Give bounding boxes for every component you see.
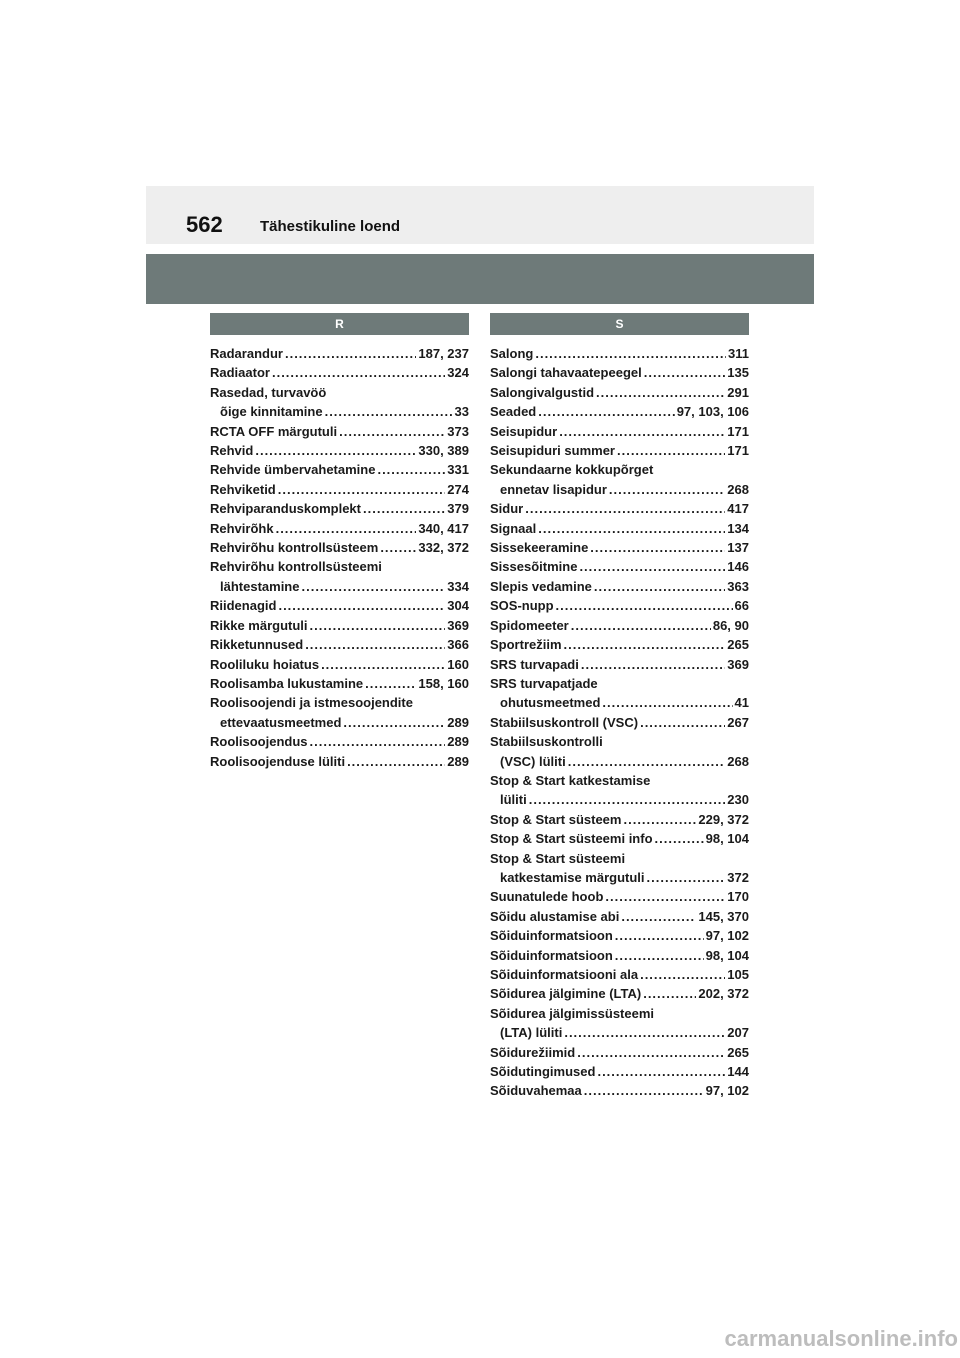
entry-line (490, 383, 749, 402)
entry-pages: 158, 160 (418, 675, 469, 691)
page-number: 562 (186, 212, 223, 237)
entry-term: Stop & Start süsteemi info (490, 831, 653, 847)
entry-pages: 289 (447, 714, 469, 730)
entry-pages: 334 (447, 578, 469, 594)
dot-leader (272, 363, 445, 382)
dot-leader (556, 596, 733, 615)
entry-line (210, 363, 469, 382)
dot-leader (577, 1043, 725, 1062)
index-entry (210, 460, 469, 479)
dot-leader (602, 693, 732, 712)
entry-term: Signaal (490, 520, 537, 536)
entry-line (490, 1023, 749, 1042)
entry-line (490, 557, 749, 576)
entry-pages: 265 (727, 1044, 749, 1060)
entry-term: Stop & Start süsteem (490, 811, 622, 827)
entry-pages: 331 (447, 462, 469, 478)
entry-pages: 340, 417 (418, 520, 469, 536)
entry-line (490, 1081, 749, 1100)
entry-term: katkestamise märgutuli (500, 869, 645, 885)
entry-line (210, 693, 469, 712)
entry-pages: 311 (728, 346, 749, 361)
index-entry (490, 732, 749, 771)
index-entry (490, 363, 749, 382)
index-entry (210, 616, 469, 635)
entry-line (490, 713, 749, 732)
entry-line (490, 849, 749, 868)
entry-pages: 369 (727, 656, 749, 672)
entry-pages: 187, 237 (418, 346, 469, 361)
entry-line (210, 441, 469, 460)
entry-line (490, 693, 749, 712)
index-entry (490, 422, 749, 441)
entry-pages: 291 (727, 384, 749, 400)
index-entry (210, 693, 469, 732)
entry-line (210, 577, 469, 596)
entry-term: ennetav lisapidur (500, 481, 607, 497)
index-entry (490, 538, 749, 557)
entry-term: lüliti (500, 792, 527, 808)
entry-pages: 170 (727, 889, 749, 905)
dot-leader (339, 422, 445, 441)
entry-pages: 97, 102 (705, 1083, 749, 1099)
entry-line (490, 538, 749, 557)
entry-term: õige kinnitamine (220, 404, 323, 420)
entry-list (210, 344, 469, 771)
entry-term: Riidenagid (210, 598, 277, 614)
dot-leader (301, 577, 445, 596)
entry-line (490, 635, 749, 654)
dot-leader (643, 984, 696, 1003)
dot-leader (581, 655, 725, 674)
dot-leader (640, 713, 725, 732)
dot-leader (285, 344, 416, 363)
entry-line (490, 1062, 749, 1081)
entry-term: Roolisoojenduse lüliti (210, 753, 346, 769)
entry-term: Sportrežiim (490, 637, 562, 653)
entry-term: Rehvirõhu kontrollsüsteemi (210, 559, 382, 575)
index-entry (490, 1043, 749, 1062)
dot-leader (310, 732, 446, 751)
index-entry (490, 577, 749, 596)
entry-line (210, 596, 469, 615)
index-entry (210, 441, 469, 460)
entry-term: Spidomeeter (490, 617, 569, 633)
dot-leader (564, 1023, 725, 1042)
index-entry (210, 674, 469, 693)
entry-pages: 366 (447, 637, 469, 653)
dot-leader (559, 422, 725, 441)
entry-line (210, 557, 469, 576)
entry-term: Sõidu alustamise abi (490, 908, 620, 924)
entry-line (490, 616, 749, 635)
dot-leader (321, 655, 445, 674)
dot-leader (564, 635, 726, 654)
entry-pages: 330, 389 (418, 443, 469, 459)
entry-pages: 98, 104 (705, 831, 749, 847)
index-entry (210, 655, 469, 674)
entry-line (210, 616, 469, 635)
entry-pages: 98, 104 (705, 947, 749, 963)
entry-pages: 137 (727, 540, 749, 556)
dot-leader (605, 887, 725, 906)
entry-term: Stop & Start süsteemi (490, 850, 626, 866)
index-entry (490, 984, 749, 1003)
entry-term: Roolisoojendi ja istmesoojendite (210, 695, 413, 711)
entry-line (490, 363, 749, 382)
entry-term: Roolisoojendus (210, 734, 308, 750)
entry-pages: 363 (727, 578, 749, 594)
entry-term: Rehvide ümbervahetamine (210, 462, 376, 478)
watermark: carmanualsonline.info (724, 1326, 958, 1351)
index-entry (210, 732, 469, 751)
dot-leader (623, 810, 696, 829)
entry-pages: 369 (447, 617, 469, 633)
entry-line (490, 519, 749, 538)
entry-line (210, 635, 469, 654)
dot-leader (538, 402, 674, 421)
dot-leader (609, 480, 725, 499)
index-entry (490, 1081, 749, 1100)
entry-line (490, 771, 749, 790)
index-entry (490, 946, 749, 965)
entry-line (210, 480, 469, 499)
entry-pages: 171 (727, 443, 749, 459)
index-entry (490, 655, 749, 674)
entry-term: Sõidutingimused (490, 1064, 596, 1080)
entry-term: Sõidurea jälgimissüsteemi (490, 1005, 655, 1021)
entry-term: Sekundaarne kokkupõrget (490, 462, 654, 478)
entry-pages: 144 (727, 1064, 749, 1080)
entry-term: Radiaator (210, 365, 270, 381)
entry-term: (VSC) lüliti (500, 753, 566, 769)
entry-line (490, 499, 749, 518)
entry-line (490, 460, 749, 479)
index-entry (490, 344, 749, 363)
dot-leader (617, 441, 725, 460)
entry-pages: 332, 372 (418, 540, 469, 556)
entry-pages: 202, 372 (698, 986, 749, 1002)
entry-line (490, 402, 749, 421)
entry-line (490, 810, 749, 829)
letter-heading: S (490, 313, 749, 335)
index-entry (210, 538, 469, 557)
entry-term: Sõidurežiimid (490, 1044, 576, 1060)
dot-leader (647, 868, 726, 887)
dot-leader (621, 907, 696, 926)
entry-pages: 230 (727, 792, 749, 808)
dot-leader (278, 480, 446, 499)
entry-term: Rikke märgutuli (210, 617, 308, 633)
entry-line (490, 1043, 749, 1062)
index-entry (490, 965, 749, 984)
index-entry (490, 849, 749, 888)
decorative-band (146, 254, 814, 304)
entry-pages: 373 (447, 423, 469, 439)
entry-term: Radarandur (210, 346, 283, 361)
dot-leader (325, 402, 453, 421)
entry-pages: 105 (727, 967, 749, 982)
entry-line (490, 946, 749, 965)
entry-line (210, 344, 469, 363)
dot-leader (655, 829, 704, 848)
entry-line (490, 907, 749, 926)
entry-line (210, 499, 469, 518)
dot-leader (644, 363, 726, 382)
entry-term: RCTA OFF märgutuli (210, 423, 338, 439)
dot-leader (535, 344, 726, 363)
dot-leader (305, 635, 445, 654)
index-entry (490, 1004, 749, 1043)
index-column-r (210, 313, 469, 771)
entry-line (490, 887, 749, 906)
entry-pages: 372 (727, 869, 749, 885)
index-entry (490, 460, 749, 499)
index-entry (210, 557, 469, 596)
dot-leader (255, 441, 416, 460)
entry-pages: 229, 372 (698, 811, 749, 827)
entry-line (490, 868, 749, 887)
index-entry (210, 752, 469, 771)
entry-term: Salongivalgustid (490, 384, 595, 400)
dot-leader (615, 946, 704, 965)
index-entry (490, 441, 749, 460)
entry-line (490, 344, 749, 363)
entry-line (490, 422, 749, 441)
index-entry (490, 635, 749, 654)
entry-pages: 304 (447, 598, 469, 614)
index-entry (490, 926, 749, 945)
dot-leader (377, 460, 445, 479)
entry-pages: 97, 103, 106 (676, 404, 749, 420)
entry-pages: 41 (734, 695, 749, 711)
entry-pages: 97, 102 (705, 928, 749, 944)
entry-term: SRS turvapatjade (490, 675, 598, 691)
entry-term: Sõiduinformatsioon (490, 928, 613, 944)
entry-pages: 134 (727, 520, 749, 536)
entry-term: Sissesõitmine (490, 559, 578, 575)
entry-term: ettevaatusmeetmed (220, 714, 342, 730)
index-entry (490, 519, 749, 538)
entry-term: Rikketunnused (210, 637, 304, 653)
index-entry (210, 344, 469, 363)
entry-line (210, 752, 469, 771)
index-entry (490, 771, 749, 810)
entry-line (490, 984, 749, 1003)
entry-term: Salong (490, 346, 534, 361)
entry-term: Slepis vedamine (490, 578, 592, 594)
index-entry (210, 363, 469, 382)
dot-leader (380, 538, 416, 557)
index-entry (490, 1062, 749, 1081)
entry-pages: 265 (727, 637, 749, 653)
dot-leader (278, 596, 445, 615)
index-entry (490, 829, 749, 848)
entry-term: Salongi tahavaatepeegel (490, 365, 642, 381)
entry-line (210, 538, 469, 557)
entry-term: Rehviketid (210, 481, 276, 497)
entry-pages: 146 (727, 559, 749, 575)
entry-line (210, 383, 469, 402)
dot-leader (365, 674, 416, 693)
entry-list (490, 344, 749, 1101)
index-column-s (490, 313, 749, 1101)
entry-line (210, 732, 469, 751)
entry-pages: 160 (447, 656, 469, 672)
index-entry (210, 480, 469, 499)
entry-line (490, 829, 749, 848)
entry-term: Seisupidur (490, 423, 558, 439)
dot-leader (538, 519, 725, 538)
entry-line (490, 965, 749, 984)
entry-term: Suunatulede hoob (490, 889, 604, 905)
entry-line (490, 752, 749, 771)
entry-term: SRS turvapadi (490, 656, 579, 672)
entry-line (490, 926, 749, 945)
entry-line (210, 402, 469, 421)
entry-term: (LTA) lüliti (500, 1025, 563, 1041)
entry-pages: 289 (447, 753, 469, 769)
entry-pages: 135 (727, 365, 749, 381)
entry-term: Stop & Start katkestamise (490, 772, 651, 788)
index-entry (490, 887, 749, 906)
index-entry (490, 402, 749, 421)
entry-line (210, 713, 469, 732)
entry-line (210, 519, 469, 538)
entry-term: Seaded (490, 404, 537, 420)
entry-line (210, 460, 469, 479)
entry-line (490, 441, 749, 460)
entry-term: Rehvirõhu kontrollsüsteem (210, 540, 379, 556)
entry-term: Rehvid (210, 443, 254, 459)
entry-term: Rehvirõhk (210, 520, 274, 536)
index-entry (490, 499, 749, 518)
entry-pages: 33 (454, 404, 469, 420)
section-title: Tähestikuline loend (260, 218, 401, 235)
entry-term: Rehviparanduskomplekt (210, 501, 361, 517)
dot-leader (525, 499, 725, 518)
entry-pages: 207 (727, 1025, 749, 1041)
entry-term: ohutusmeetmed (500, 695, 601, 711)
entry-line (490, 674, 749, 693)
entry-line (490, 790, 749, 809)
entry-line (490, 655, 749, 674)
dot-leader (640, 965, 725, 984)
entry-term: Rooliluku hoiatus (210, 656, 320, 672)
entry-pages: 145, 370 (698, 908, 749, 924)
entry-term: Sõiduvahemaa (490, 1083, 582, 1099)
entry-term: SOS-nupp (490, 598, 554, 614)
letter-heading: R (210, 313, 469, 335)
entry-term: Roolisamba lukustamine (210, 675, 364, 691)
entry-term: Seisupiduri summer (490, 443, 615, 459)
index-entry (210, 499, 469, 518)
entry-pages: 268 (727, 481, 749, 497)
index-entry (490, 674, 749, 713)
index-entry (490, 907, 749, 926)
header-band (146, 186, 814, 244)
entry-term: Sõiduinformatsiooni ala (490, 967, 639, 982)
dot-leader (590, 538, 725, 557)
dot-leader (579, 557, 725, 576)
index-entry (490, 596, 749, 615)
entry-line (490, 596, 749, 615)
dot-leader (529, 790, 726, 809)
index-entry (490, 383, 749, 402)
entry-term: Sõiduinformatsioon (490, 947, 613, 963)
entry-pages: 324 (447, 365, 469, 381)
dot-leader (276, 519, 417, 538)
entry-term: Rasedad, turvavöö (210, 384, 327, 400)
index-entry (210, 635, 469, 654)
dot-leader (594, 577, 725, 596)
entry-line (490, 732, 749, 751)
entry-pages: 171 (727, 423, 749, 439)
entry-term: lähtestamine (220, 578, 300, 594)
entry-term: Sidur (490, 501, 524, 517)
entry-line (210, 674, 469, 693)
entry-pages: 86, 90 (712, 617, 749, 633)
entry-line (210, 655, 469, 674)
dot-leader (568, 752, 726, 771)
index-entry (490, 810, 749, 829)
index-entry (490, 557, 749, 576)
entry-line (210, 422, 469, 441)
dot-leader (571, 616, 711, 635)
entry-pages: 289 (447, 734, 469, 750)
dot-leader (597, 1062, 725, 1081)
index-entry (490, 616, 749, 635)
entry-term: Sõidurea jälgimine (LTA) (490, 986, 642, 1002)
dot-leader (615, 926, 704, 945)
entry-pages: 268 (727, 753, 749, 769)
entry-term: Stabiilsuskontrolli (490, 734, 603, 750)
index-entry (210, 596, 469, 615)
entry-line (490, 577, 749, 596)
index-entry (490, 713, 749, 732)
entry-term: Stabiilsuskontroll (VSC) (490, 714, 639, 730)
dot-leader (363, 499, 445, 518)
entry-line (490, 1004, 749, 1023)
entry-pages: 417 (727, 501, 749, 517)
dot-leader (596, 383, 725, 402)
dot-leader (310, 616, 446, 635)
entry-line (490, 480, 749, 499)
dot-leader (584, 1081, 704, 1100)
index-entry (210, 422, 469, 441)
entry-pages: 274 (447, 481, 469, 497)
entry-term: Sissekeeramine (490, 540, 589, 556)
entry-pages: 66 (734, 598, 749, 614)
index-entry (210, 519, 469, 538)
index-entry (210, 383, 469, 422)
entry-pages: 379 (447, 501, 469, 517)
dot-leader (343, 713, 445, 732)
dot-leader (347, 752, 445, 771)
entry-pages: 267 (727, 714, 749, 730)
